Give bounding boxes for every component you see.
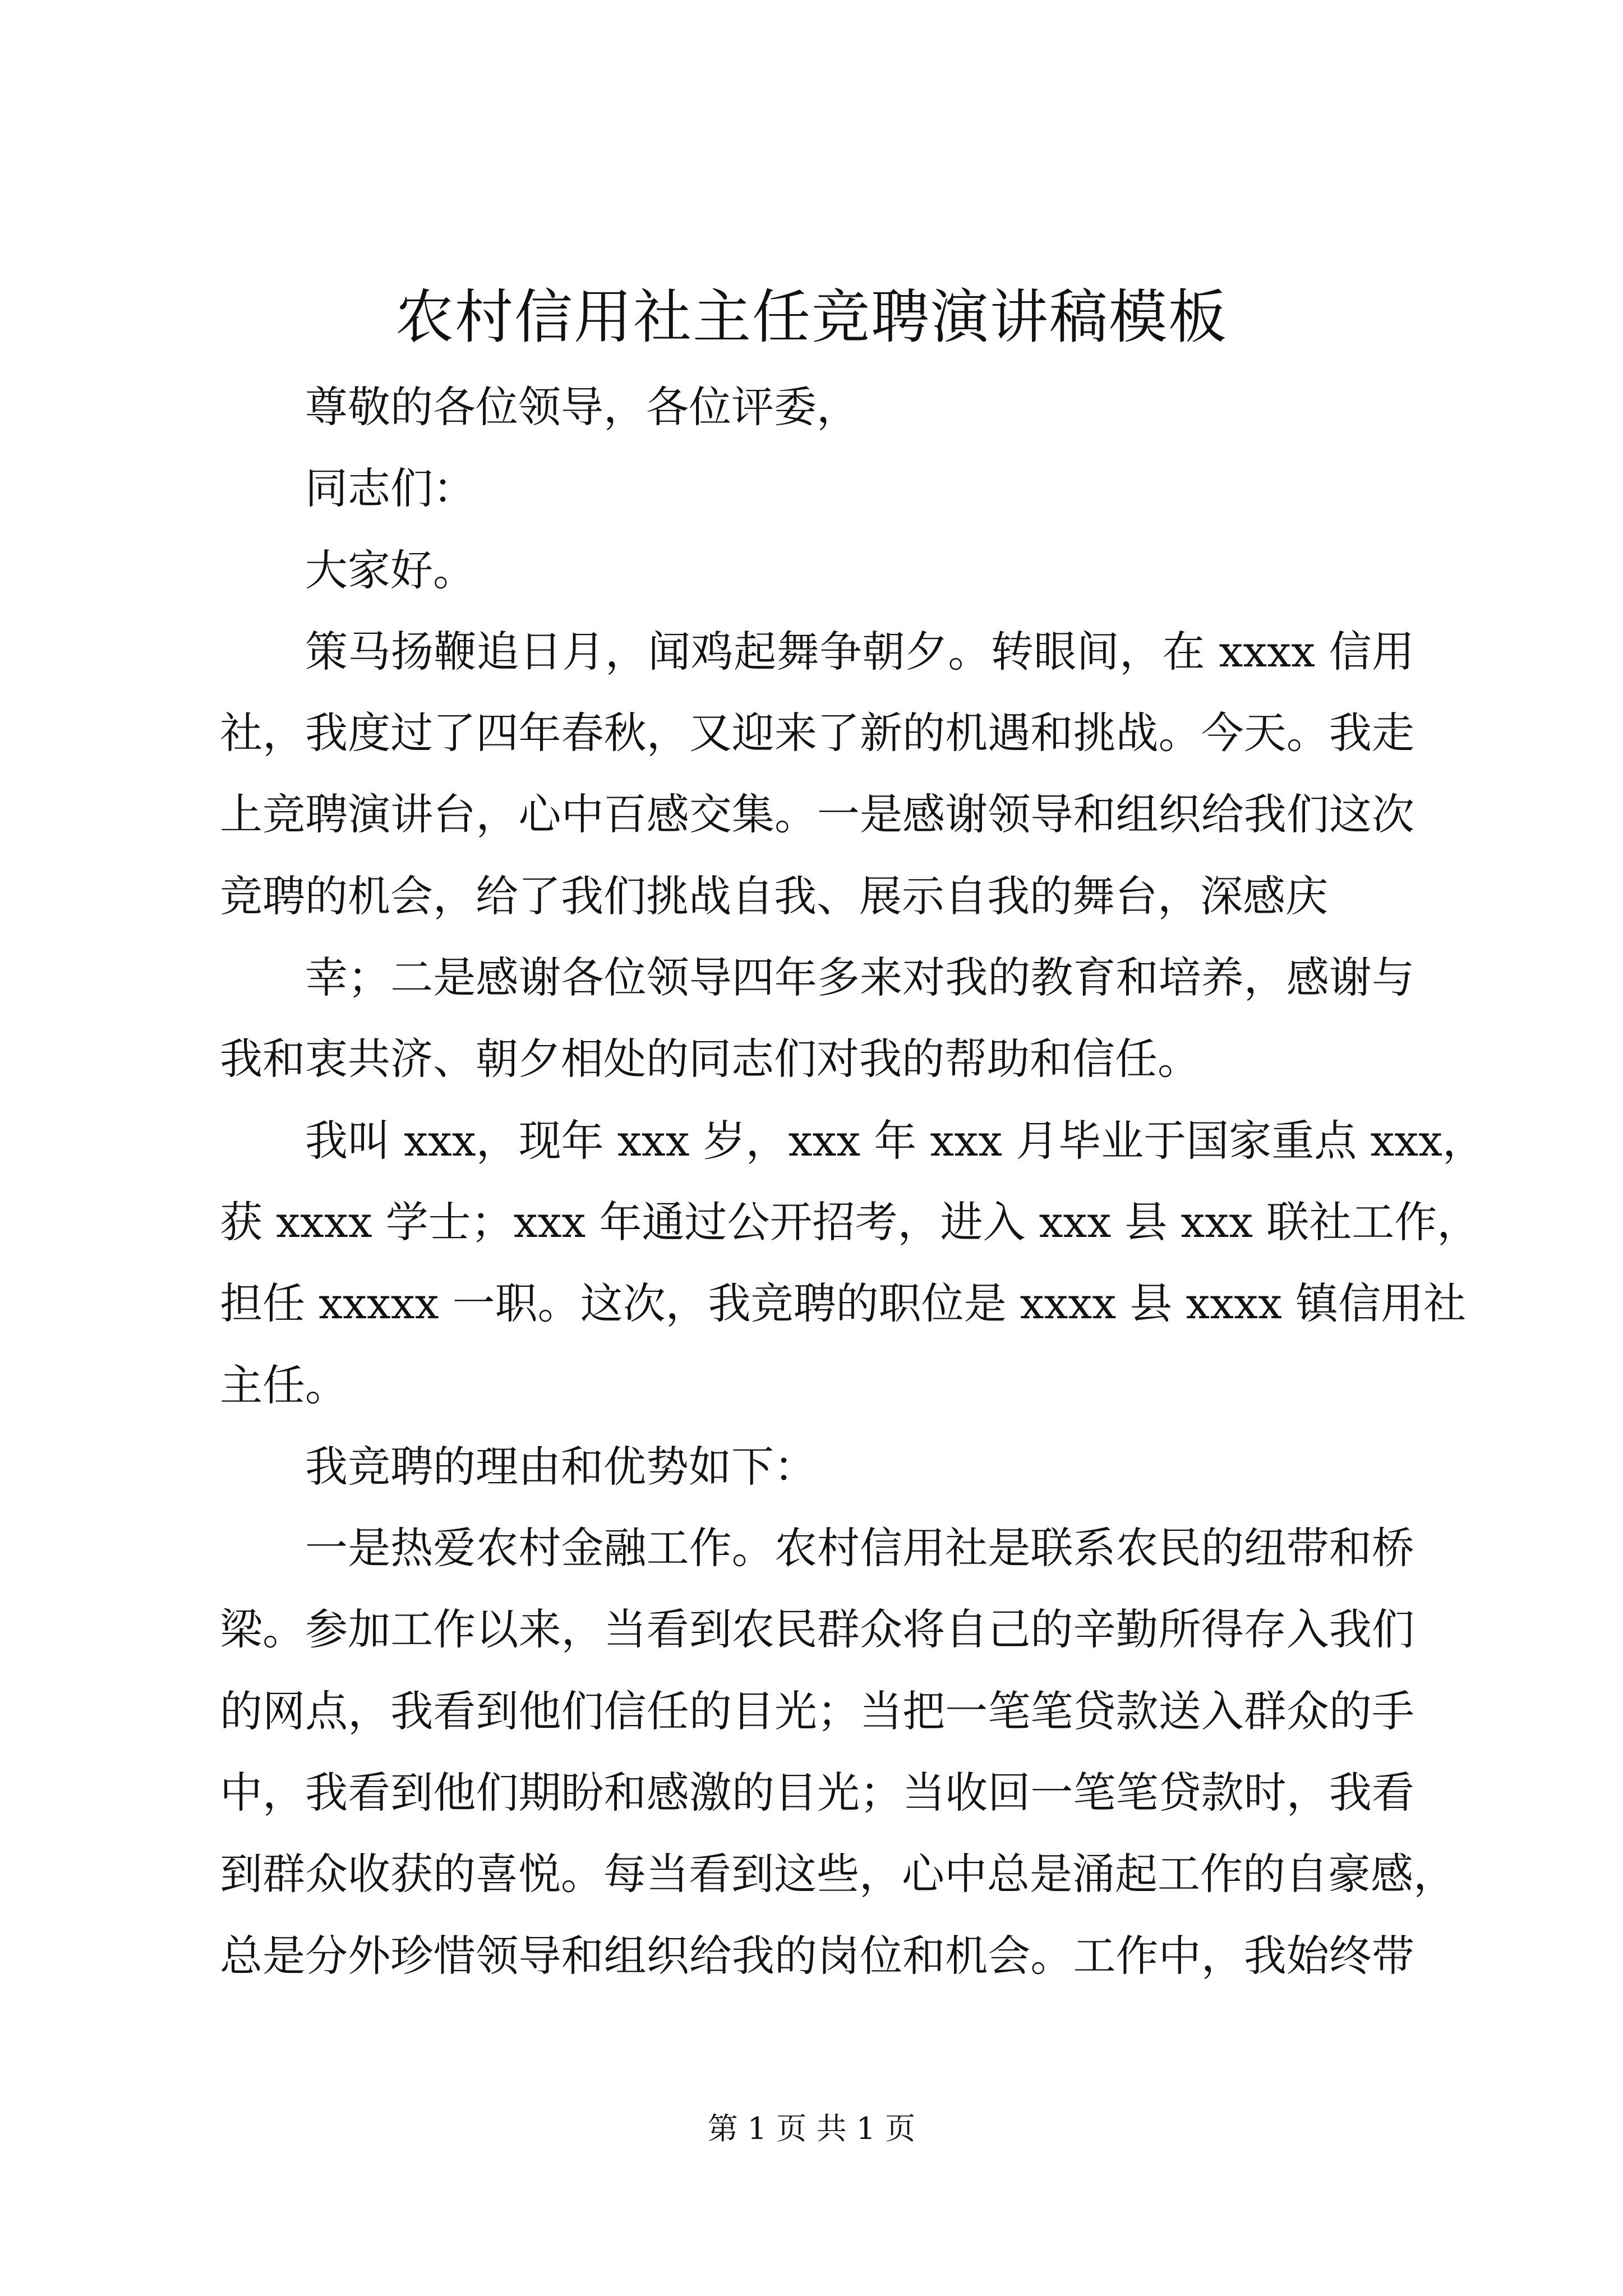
text-line: 尊敬的各位领导，各位评委，	[305, 382, 859, 432]
text-line: 梁。参加工作以来，当看到农民群众将自己的辛勤所得存入我们	[220, 1604, 1414, 1655]
page-footer: 第 1 页 共 1 页	[707, 2111, 916, 2146]
text-line: 担任 xxxxx 一职。这次，我竞聘的职位是 xxxx 县 xxxx 镇信用社	[220, 1278, 1467, 1329]
text-line: 总是分外珍惜领导和组织给我的岗位和机会。工作中，我始终带	[220, 1930, 1414, 1981]
text-line: 策马扬鞭追日月，闻鸡起舞争朝夕。转眼间，在 xxxx 信用	[305, 626, 1414, 677]
text-line: 竞聘的机会，给了我们挑战自我、展示自我的舞台，深感庆	[220, 871, 1328, 921]
text-line: 上竞聘演讲台，心中百感交集。一是感谢领导和组织给我们这次	[220, 789, 1414, 840]
text-line: 中，我看到他们期盼和感激的目光；当收回一笔笔贷款时，我看	[220, 1768, 1414, 1818]
text-line: 获 xxxx 学士；xxx 年通过公开招考，进入 xxx 县 xxx 联社工作，	[220, 1197, 1480, 1247]
text-line: 大家好。	[305, 545, 476, 595]
text-line: 同志们：	[305, 463, 476, 514]
text-line: 我叫 xxx，现年 xxx 岁，xxx 年 xxx 月毕业于国家重点 xxx，	[305, 1115, 1486, 1166]
document-title: 农村信用社主任竞聘演讲稿模板	[395, 283, 1228, 351]
text-line: 幸；二是感谢各位领导四年多来对我的教育和培养，感谢与	[305, 953, 1414, 1003]
text-line: 我竞聘的理由和优势如下：	[305, 1441, 817, 1492]
text-line: 社，我度过了四年春秋，又迎来了新的机遇和挑战。今天。我走	[220, 708, 1414, 758]
text-line: 一是热爱农村金融工作。农村信用社是联系农民的纽带和桥	[305, 1523, 1414, 1573]
text-line: 我和衷共济、朝夕相处的同志们对我的帮助和信任。	[220, 1034, 1200, 1084]
text-line: 的网点，我看到他们信任的目光；当把一笔笔贷款送入群众的手	[220, 1686, 1414, 1736]
text-line: 主任。	[220, 1360, 348, 1410]
document-body	[220, 366, 1486, 1996]
text-line: 到群众收获的喜悦。每当看到这些，心中总是涌起工作的自豪感，	[220, 1849, 1456, 1899]
